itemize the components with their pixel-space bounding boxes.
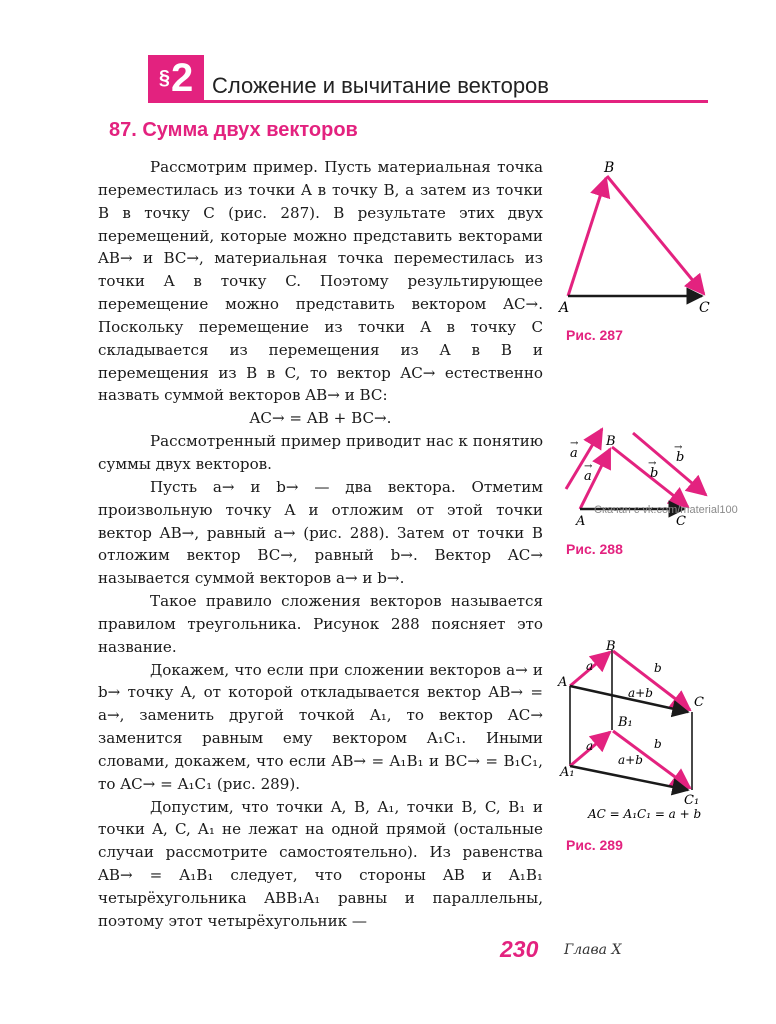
- label-vec-a2: a: [584, 469, 592, 484]
- vector-ab: [568, 178, 606, 296]
- label-b: B: [606, 640, 616, 654]
- watermark: Скачан с vk.com/material100: [594, 504, 738, 516]
- label-c: C: [694, 695, 704, 710]
- caption-fig-287: Рис. 287: [566, 327, 623, 343]
- section-number: 2: [170, 56, 194, 100]
- label-b: B: [606, 434, 616, 449]
- label-c: C: [699, 300, 710, 316]
- caption-fig-289: Рис. 289: [566, 837, 623, 853]
- label-c1: C₁: [684, 793, 700, 808]
- label-a1: A₁: [560, 765, 575, 780]
- label-vec-b: b: [654, 661, 662, 675]
- figure-288: [556, 425, 736, 535]
- section-rule: [148, 100, 708, 103]
- vector-bc: [607, 176, 704, 294]
- paragraph: Докажем, что если при сложении векторов a→ и b→ точку A, от которой откладывается вектор AB→ = a→, заменить другой точкой A₁, то вектор AC→ заменится равным ему вектором A₁C₁. Иными словами, докажем, что если AB→ = A₁B₁ и BC→ = B₁C₁, то AC→ = A₁C₁ (рис. 289).: [98, 660, 543, 793]
- label-sum2: a+b: [618, 753, 643, 767]
- vector-a1c1: [570, 766, 688, 790]
- paragraph: Рассмотренный пример приводит нас к понятию суммы двух векторов.: [98, 432, 543, 473]
- arrow-mark: →: [674, 442, 683, 453]
- label-vec-b: b: [676, 450, 685, 465]
- label-a: A: [576, 514, 586, 529]
- label-vec-a2: a: [586, 739, 594, 753]
- paragraph: Допустим, что точки A, B, A₁, точки B, C, B₁ и точки A, C, A₁ не лежат на одной прямой (остальные случаи рассмотрите самостоятельно). Из равенства AB→ = A₁B₁ следует, что стороны AB и A₁B₁ четырёхугольника ABB₁A₁ равны и параллельны, поэтому этот четырёхугольник —: [98, 797, 543, 930]
- label-vec-a: a: [586, 659, 594, 673]
- label-sum: a+b: [628, 686, 653, 700]
- label-vec-b2: b: [654, 737, 662, 751]
- arrow-mark: →: [584, 461, 593, 472]
- section-title: Сложение и вычитание векторов: [212, 73, 549, 98]
- paragraph: Такое правило сложения векторов называется правилом треугольника. Рисунок 288 поясняет это название.: [98, 592, 543, 656]
- equation: AC = A₁C₁ = a + b: [588, 807, 702, 821]
- chapter-label: Глава X: [564, 942, 622, 958]
- label-a: A: [559, 300, 570, 316]
- formula: AC→ = AB + BC→.: [249, 409, 392, 428]
- label-vec-b2: b: [650, 466, 659, 481]
- vector-b: [633, 433, 706, 495]
- caption-fig-288: Рис. 288: [566, 541, 623, 557]
- vector-bc: [613, 651, 690, 710]
- arrow-mark: →: [648, 458, 657, 469]
- label-c: C: [676, 514, 686, 529]
- section-symbol: §: [158, 66, 170, 89]
- label-a: A: [558, 675, 568, 690]
- body-text: [98, 156, 543, 933]
- page-number: 230: [500, 936, 539, 962]
- label-vec-a: a: [570, 446, 578, 461]
- arrow-mark: →: [570, 438, 579, 449]
- label-b1: B₁: [618, 715, 633, 730]
- figure-287: [556, 156, 726, 316]
- subsection-title: 87. Сумма двух векторов: [109, 119, 358, 141]
- label-b: B: [604, 160, 615, 176]
- paragraph: Рассмотрим пример. Пусть материальная точка переместилась из точки A в точку B, а затем из точки B в точку C (рис. 287). В результате этих двух перемещений, которые можно представить векторами AB→ и BC→, материальная точка переместилась из точки A в точку C. Поэтому результирующее перемещение можно представить вектором AC→. Поскольку перемещение из точки A в точку C складывается из перемещения из A в B и перемещения из B в C, то вектор AC→ естественно назвать суммой векторов AB→ и BC:: [98, 158, 543, 405]
- paragraph: Пусть a→ и b→ — два вектора. Отметим произвольную точку A и отложим от этой точки вектор AB→, равный a→ (рис. 288). Затем от точки B отложим вектор BC→, равный b→. Вектор AC→ называется суммой векторов a→ и b→.: [98, 477, 543, 588]
- section-badge: [148, 55, 204, 101]
- figure-289: [556, 640, 726, 830]
